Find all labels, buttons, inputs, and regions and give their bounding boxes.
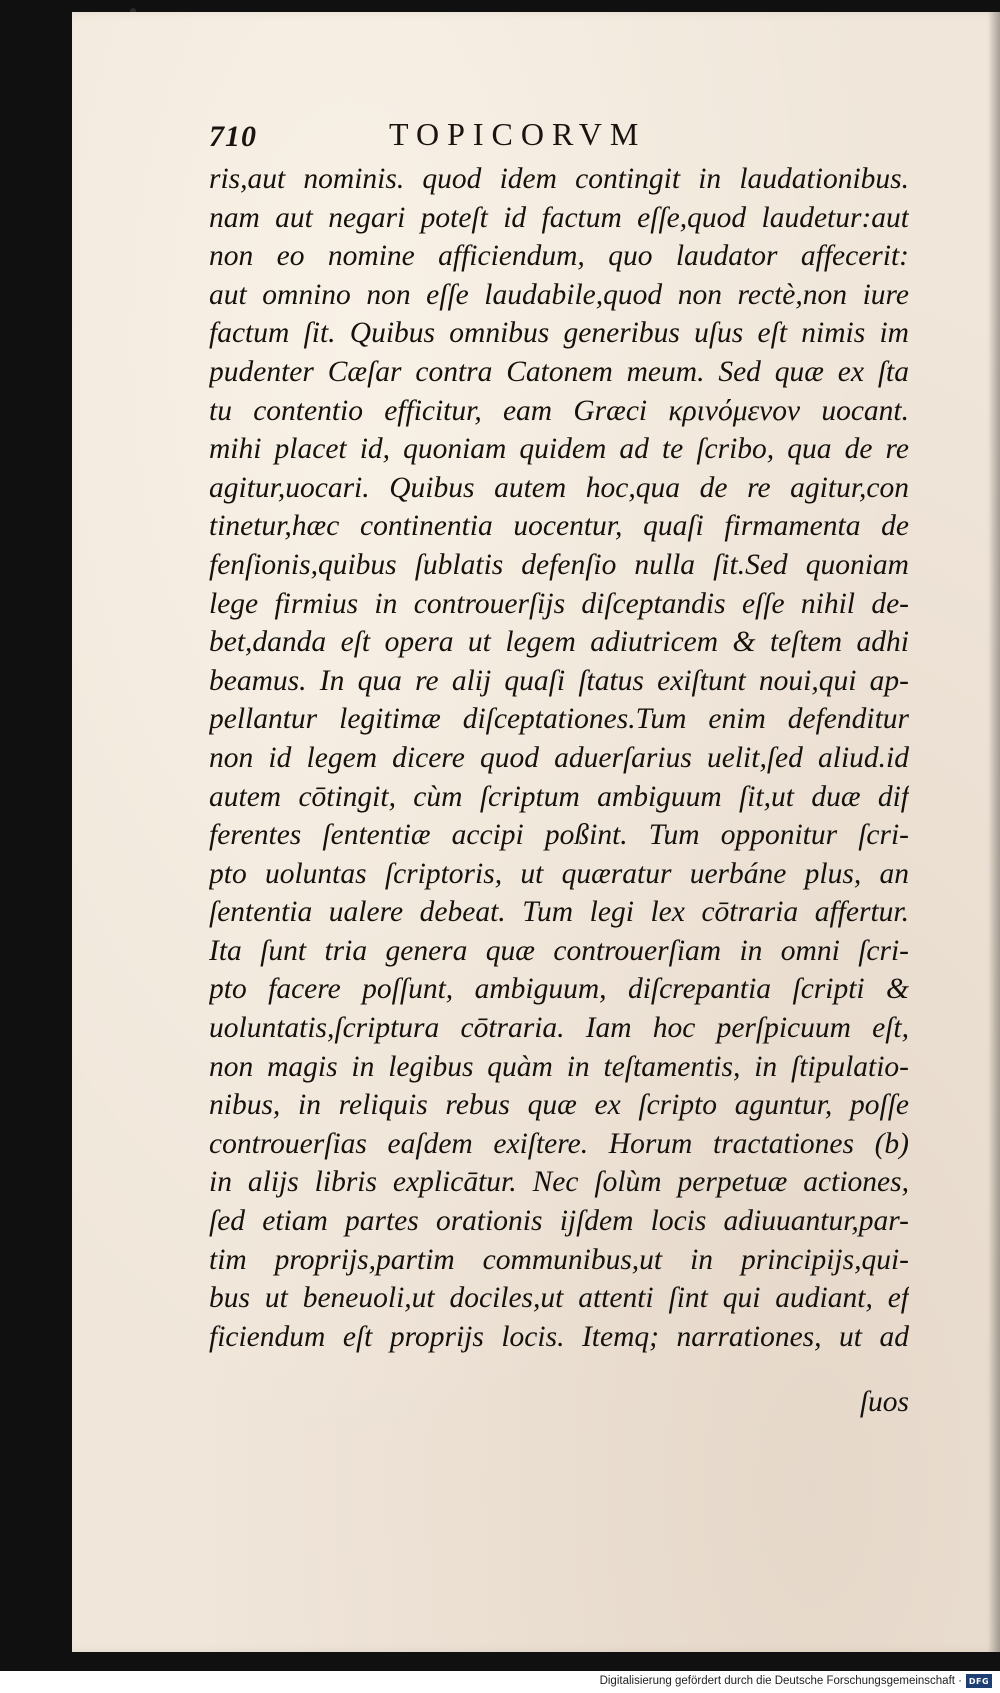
text-line: mihi placet id, quoniam quidem ad te ſcribo, qua de re [209, 433, 909, 466]
text-line: ris,aut nominis. quod idem contingit in laudationibus. [209, 163, 909, 195]
text-line: non magis in legibus quàm in teſtamentis, in ſtipulatio- [209, 1050, 909, 1083]
text-line: ſed etiam partes orationis ijſdem locis adiuuantur,par- [209, 1205, 909, 1238]
running-head [209, 116, 769, 156]
catchword: ſuos [859, 1386, 909, 1418]
page-edge-shadow [988, 12, 1000, 1652]
text-line: pto uoluntas ſcriptoris, ut quæratur uerbáne plus, an [209, 857, 909, 890]
text-line: uoluntatis,ſcriptura cōtraria. Iam hoc perſpicuum eſt, [209, 1012, 909, 1045]
text-line: tu contentio efficitur, eam Græci κρινόμενον uocant. [209, 394, 909, 427]
funding-credit-text: Digitalisierung gefördert durch die Deutsche Forschungsgemeinschaft · [599, 1675, 962, 1687]
text-line: controuerſias eaſdem exiſtere. Horum tractationes (b) [209, 1127, 909, 1160]
text-line: pudenter Cæſar contra Catonem meum. Sed quæ ex ſta [209, 355, 909, 388]
text-line: pto facere poſſunt, ambiguum, diſcrepantia ſcripti & [209, 973, 909, 1006]
running-title: TOPICORVM [389, 116, 647, 152]
body-text [209, 160, 909, 1356]
text-line: in alijs libris explicātur. Nec ſolùm perpetuæ actiones, [209, 1166, 909, 1199]
text-line: ferentes ſententiæ accipi poßint. Tum opponitur ſcri- [209, 819, 909, 852]
text-line: pellantur legitimæ diſceptationes.Tum enim defenditur [209, 703, 909, 736]
text-line: ſententia ualere debeat. Tum legi lex cōtraria affertur. [209, 896, 909, 929]
dfg-logo-icon: DFG [966, 1674, 992, 1688]
text-line: lege firmius in controuerſijs diſceptandis eſſe nihil de- [209, 587, 909, 620]
text-line: agitur,uocari. Quibus autem hoc,qua de re agitur,con [209, 471, 909, 504]
text-line: Ita ſunt tria genera quæ controuerſiam in omni ſcri- [209, 934, 909, 967]
text-line: bus ut beneuoli,ut dociles,ut attenti ſint qui audiant, ef [209, 1282, 909, 1315]
text-line: non id legem dicere quod aduerſarius uelit,ſed aliud.id [209, 741, 909, 774]
page-number: 710 [209, 120, 257, 153]
text-line: tim proprijs,partim communibus,ut in principijs,qui- [209, 1243, 909, 1276]
funding-credit [600, 1674, 992, 1688]
text-line: non eo nomine afficiendum, quo laudator affecerit: [209, 240, 909, 273]
text-line: beamus. In qua re alij quaſi ſtatus exiſtunt noui,qui ap- [209, 664, 909, 697]
text-line: ficiendum eſt proprijs locis. Itemq; narrationes, ut ad [209, 1320, 909, 1353]
text-line: fenſionis,quibus ſublatis defenſio nulla ſit.Sed quoniam [209, 548, 909, 581]
text-line: bet,danda eſt opera ut legem adiutricem & teſtem adhi [209, 626, 909, 659]
text-line: factum ſit. Quibus omnibus generibus uſus eſt nimis im [209, 317, 909, 350]
footer-bar [0, 1671, 1000, 1693]
text-line: autem cōtingit, cùm ſcriptum ambiguum ſit,ut duæ dif [209, 780, 909, 813]
text-line: nibus, in reliquis rebus quæ ex ſcripto aguntur, poſſe [209, 1089, 909, 1122]
text-line: aut omnino non eſſe laudabile,quod non rectè,non iure [209, 278, 909, 311]
text-line: nam aut negari poteſt id factum eſſe,quod laudetur:aut [209, 201, 909, 234]
catchword-row [209, 1386, 909, 1426]
text-line: tinetur,hæc continentia uocentur, quaſi firmamenta de [209, 510, 909, 543]
